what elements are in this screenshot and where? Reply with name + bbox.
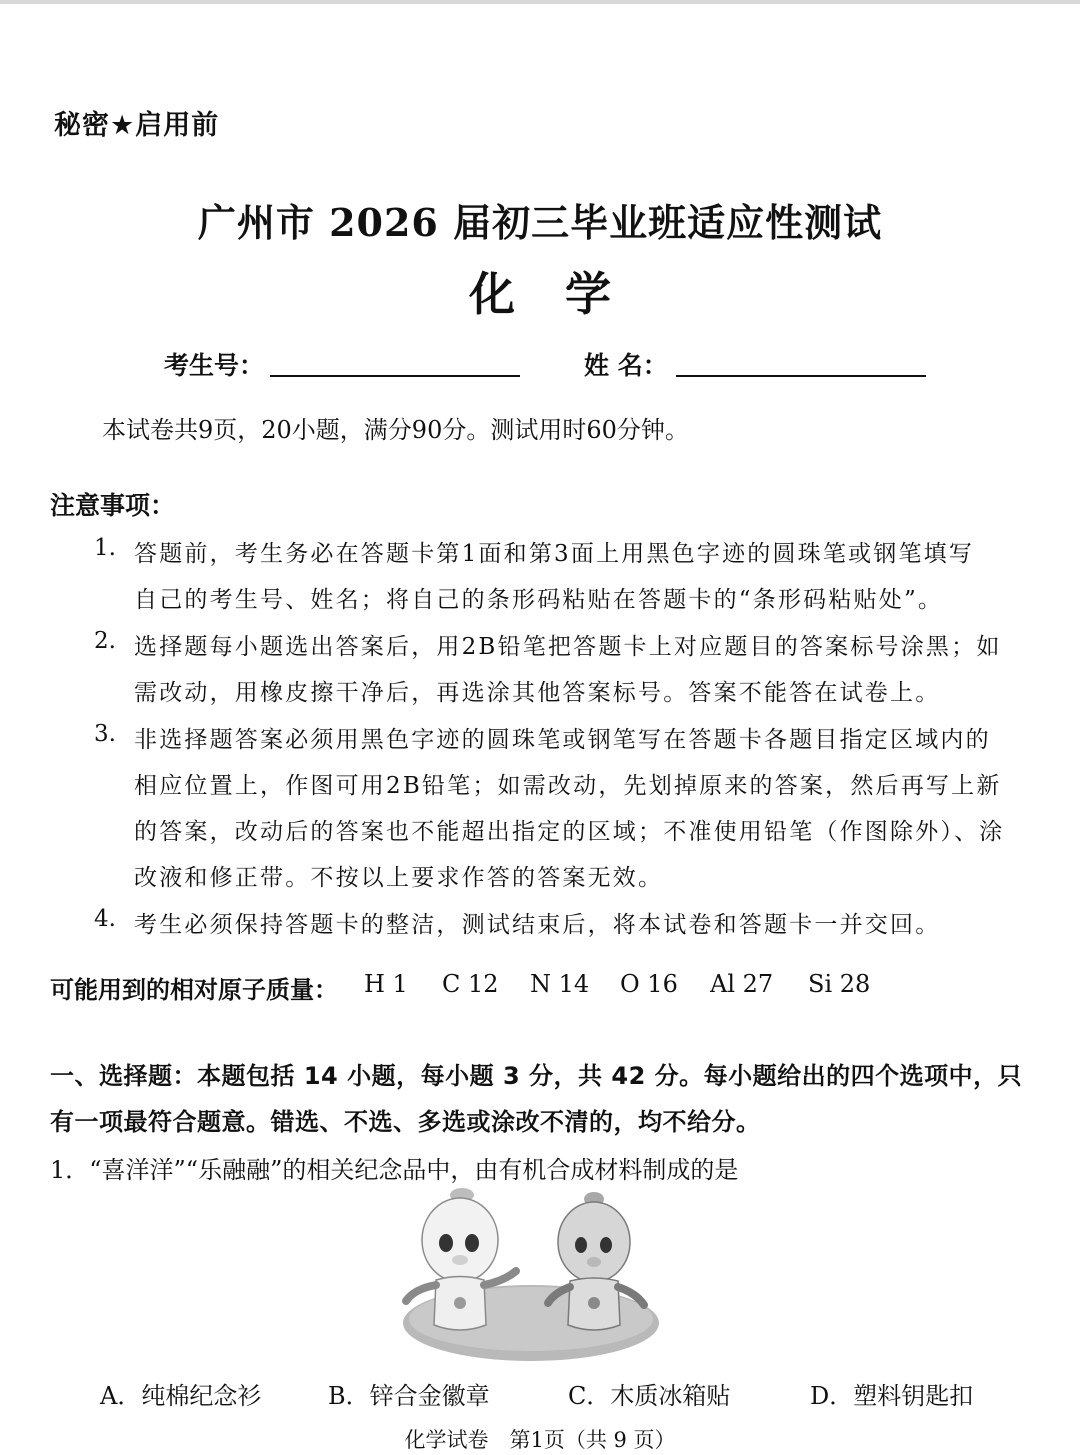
atomic-mass-label: 可能用到的相对原子质量： [50, 976, 338, 1004]
exam-number-blank[interactable] [270, 375, 520, 377]
notice-item-number: 1. [94, 535, 116, 561]
notice-item-number: 2. [94, 628, 116, 654]
option-b[interactable]: B．锌合金徽章 [328, 1382, 490, 1410]
notice-heading: 注意事项： [50, 491, 176, 520]
name-label: 姓 名： [584, 351, 668, 380]
atomic-mass-value: N 14 [530, 970, 590, 998]
notice-item-line: 选择题每小题选出答案后，用2B铅笔把答题卡上对应题目的答案标号涂黑；如 [134, 634, 1002, 660]
notice-item-line: 自己的考生号、姓名；将自己的条形码粘贴在答题卡的“条形码粘贴处”。 [134, 587, 944, 613]
exam-intro: 本试卷共9页，20小题，满分90分。测试用时60分钟。 [102, 416, 689, 444]
section-instructions: 一、选择题：本题包括 14 小题，每小题 3 分，共 42 分。每小题给出的四个选项中，只 [50, 1062, 1023, 1090]
confidential-mark: 秘密★启用前 [54, 110, 220, 141]
option-c[interactable]: C．木质冰箱贴 [568, 1382, 731, 1410]
exam-number-label: 考生号： [164, 351, 265, 380]
scan-top-edge [0, 0, 1080, 4]
notice-item-number: 3. [94, 721, 116, 747]
exam-title: 广州市 2026 届初三毕业班适应性测试 [197, 200, 883, 245]
section-instructions: 有一项最符合题意。错选、不选、多选或涂改不清的，均不给分。 [50, 1108, 761, 1136]
notice-item-line: 需改动，用橡皮擦干净后，再选涂其他答案标号。答案不能答在试卷上。 [134, 680, 941, 706]
notice-item-line: 的答案，改动后的答案也不能超出指定的区域；不准使用铅笔（作图除外）、涂 [134, 819, 1005, 845]
notice-item-line: 相应位置上，作图可用2B铅笔；如需改动，先划掉原来的答案，然后再写上新 [134, 773, 1002, 799]
page-footer: 化学试卷 第1页（共 9 页） [404, 1428, 676, 1452]
atomic-mass-value: C 12 [442, 970, 499, 998]
option-d[interactable]: D．塑料钥匙扣 [810, 1382, 974, 1410]
notice-item-line: 答题前，考生务必在答题卡第1面和第3面上用黑色字迹的圆珠笔或钢笔填写 [134, 541, 975, 567]
atomic-mass-value: H 1 [364, 970, 408, 998]
option-a[interactable]: A．纯棉纪念衫 [100, 1382, 262, 1410]
name-blank[interactable] [676, 375, 926, 377]
notice-item-number: 4. [94, 906, 116, 932]
atomic-mass-value: Si 28 [808, 970, 871, 998]
notice-item-line: 非选择题答案必须用黑色字迹的圆珠笔或钢笔写在答题卡各题目指定区域内的 [134, 727, 991, 753]
question-1-stem: 1．“喜洋洋”“乐融融”的相关纪念品中，由有机合成材料制成的是 [50, 1156, 739, 1184]
notice-item-line: 改液和修正带。不按以上要求作答的答案无效。 [134, 865, 664, 891]
notice-item-line: 考生必须保持答题卡的整洁，测试结束后，将本试卷和答题卡一并交回。 [134, 912, 941, 938]
atomic-mass-value: Al 27 [710, 970, 774, 998]
atomic-mass-value: O 16 [620, 970, 678, 998]
mascot-figure [400, 1185, 662, 1365]
subject-title: 化学 [469, 267, 661, 321]
